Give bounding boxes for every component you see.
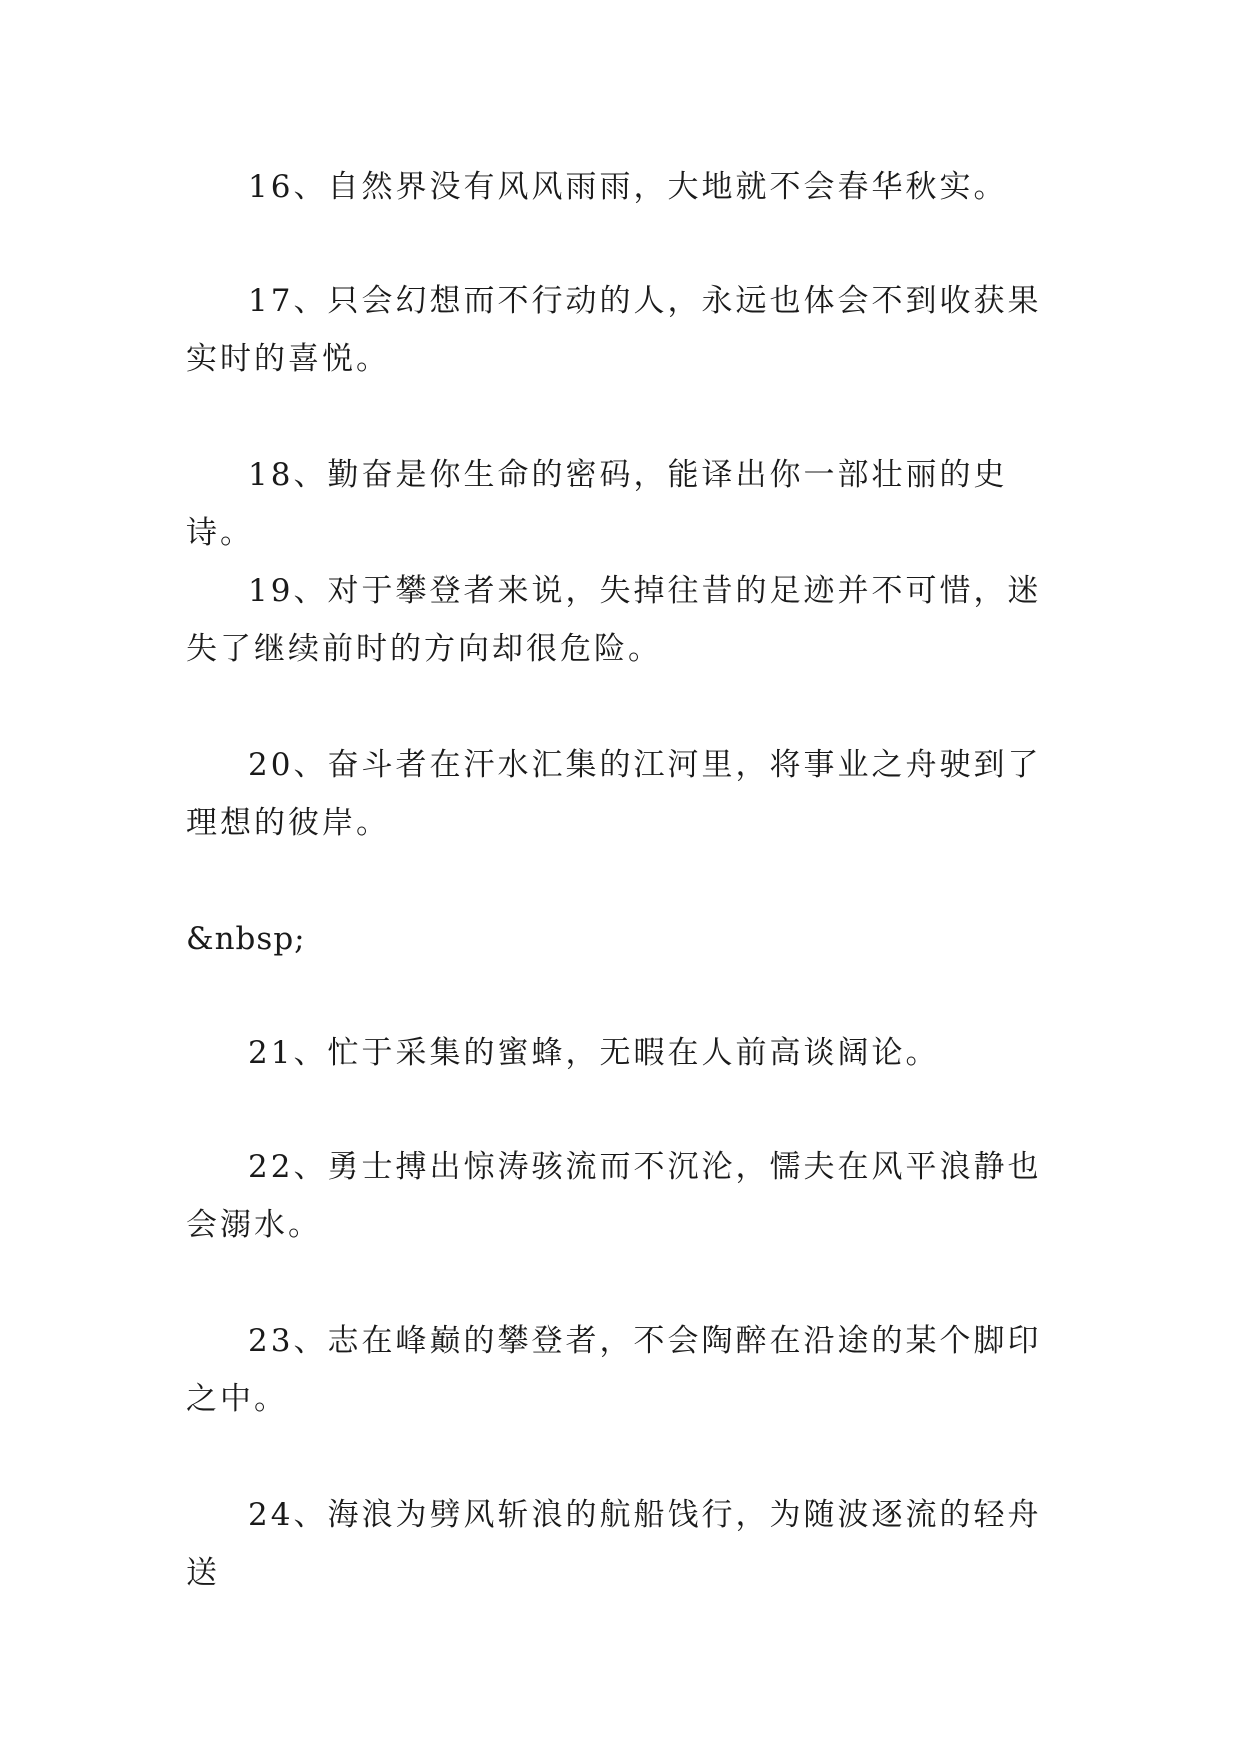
paragraph-nbsp: &nbsp;	[186, 921, 306, 957]
paragraph-21: 21、忙于采集的蜜蜂，无暇在人前高谈阔论。	[248, 1035, 940, 1071]
paragraph-16: 16、自然界没有风风雨雨，大地就不会春华秋实。	[248, 169, 1008, 205]
paragraph-22: 22、勇士搏出惊涛骇流而不沉沦，懦夫在风平浪静也会溺水。	[186, 1149, 1042, 1243]
paragraph-17: 17、只会幻想而不行动的人，永远也体会不到收获果实时的喜悦。	[186, 283, 1042, 377]
paragraph-24: 24、海浪为劈风斩浪的航船饯行，为随波逐流的轻舟送	[186, 1497, 1042, 1591]
paragraph-18: 18、勤奋是你生命的密码，能译出你一部壮丽的史诗。	[186, 457, 1008, 551]
paragraph-23: 23、志在峰巅的攀登者，不会陶醉在沿途的某个脚印之中。	[186, 1323, 1042, 1417]
paragraph-20: 20、奋斗者在汗水汇集的江河里，将事业之舟驶到了理想的彼岸。	[186, 747, 1042, 841]
paragraph-19: 19、对于攀登者来说，失掉往昔的足迹并不可惜，迷失了继续前时的方向却很危险。	[186, 573, 1042, 667]
